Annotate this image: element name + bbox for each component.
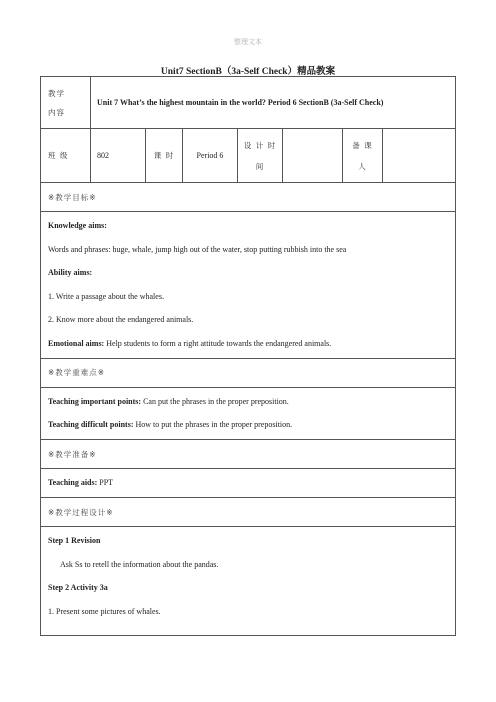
document-title: Unit7 SectionB（3a-Self Check）精品教案 [160, 67, 336, 77]
preparation-row [41, 469, 456, 498]
preparer-label: 备 课 人 [343, 129, 383, 183]
class-label: 班 级 [41, 129, 91, 183]
step2-heading: Step 2 Activity 3a [48, 583, 108, 592]
design-time-label: 设 计 时 间 [238, 129, 283, 183]
content-label: 教学 内容 [41, 77, 91, 129]
content-value: Unit 7 What’s the highest mountain in the world? Period 6 SectionB (3a-Self Check) [91, 77, 456, 129]
lesson-value: Period 6 [183, 129, 238, 183]
design-time-value [283, 129, 343, 183]
important-points: Teaching important points: Can put the phrases in the proper preposition. [48, 396, 289, 406]
key-points-row [41, 387, 456, 440]
preparation-content [41, 469, 456, 498]
preparation-header-row [41, 440, 456, 469]
section-header-process: ※教学过程设计※ [41, 498, 456, 527]
lesson-label: 课 时 [146, 129, 183, 183]
knowledge-text: Words and phrases: huge, whale, jump high out of the water, stop putting rubbish into the sea [48, 244, 347, 254]
section-header-preparation: ※教学准备※ [41, 440, 456, 469]
objectives-header-row [41, 183, 456, 212]
lesson-plan-table [40, 76, 456, 636]
objectives-row [41, 212, 456, 359]
process-content [41, 527, 456, 636]
key-points-header-row [41, 358, 456, 387]
preparer-value [383, 129, 456, 183]
teaching-aids: Teaching aids: PPT [48, 478, 114, 487]
ability-item-2: 2. Know more about the endangered animals. [48, 315, 194, 324]
difficult-points: Teaching difficult points: How to put the phrases in the proper preposition. [48, 420, 293, 429]
ability-item-1: 1. Write a passage about the whales. [48, 291, 164, 301]
step1-heading: Step 1 Revision [48, 536, 101, 545]
process-header-row [41, 498, 456, 527]
step2-item-1: 1. Present some pictures of whales. [48, 606, 161, 616]
class-value: 802 [91, 129, 146, 183]
ability-heading: Ability aims: [48, 268, 93, 277]
header-watermark: 整理文本 [234, 38, 262, 46]
content-row [41, 77, 456, 129]
section-header-objectives: ※教学目标※ [41, 183, 456, 212]
step1-text: Ask Ss to retell the information about the pandas. [60, 559, 219, 569]
objectives-content [41, 212, 456, 359]
emotional-aims: Emotional aims: Help students to form a right attitude towards the endangered animals. [48, 338, 332, 348]
section-header-key-points: ※教学重难点※ [41, 358, 456, 387]
footer-mark: . [247, 660, 249, 665]
process-row [41, 527, 456, 636]
key-points-content [41, 387, 456, 440]
info-row [41, 129, 456, 183]
knowledge-heading: Knowledge aims: [48, 221, 107, 230]
